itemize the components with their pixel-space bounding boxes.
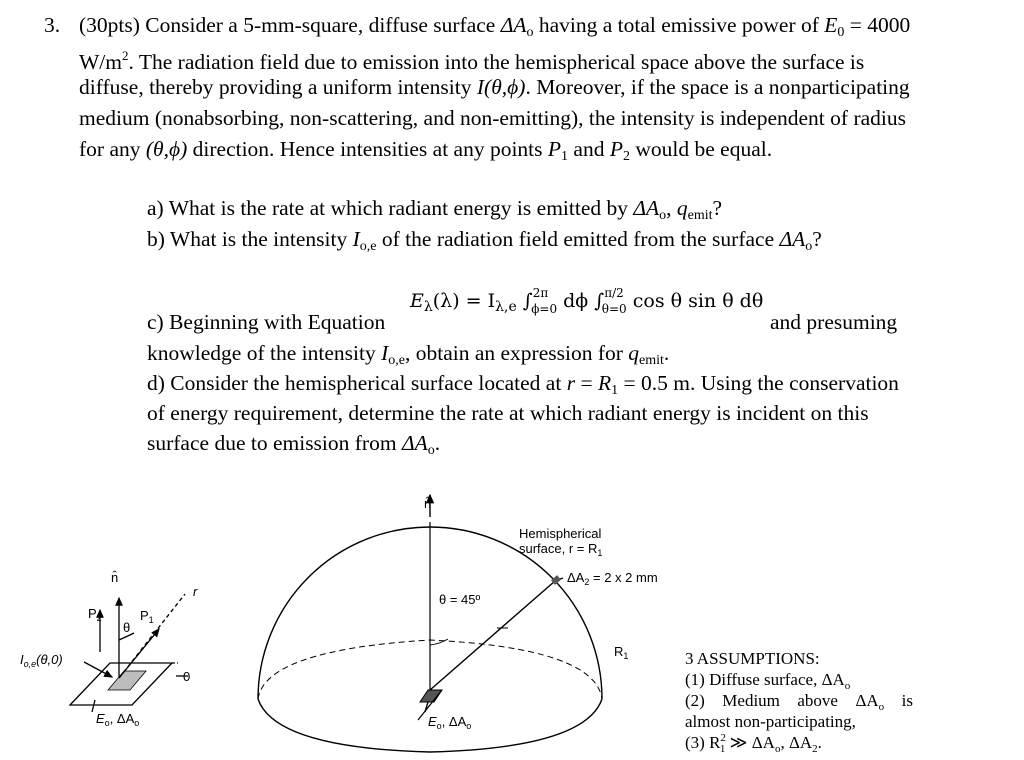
right-nhat-label: n̂ (424, 496, 432, 511)
problem-line-1: (30pts) Consider a 5-mm-square, diffuse surface $\Delta A_o$ having a total emissive power of $E_0 = 4000$ (79, 13, 911, 40)
problem-line-3: diffuse, thereby providing a uniform intensity I(θ,ϕ). Moreover, if the space is a nonparticipating (79, 75, 910, 99)
problem-line-5: for any (θ,ϕ) direction. Hence intensities at any points $P_1$ and $P_2$ would be equal. (79, 137, 773, 164)
hemi-label-2: surface, $r = R_1$ (519, 541, 603, 558)
part-d-line-3: surface due to emission from $\Delta A_o$. (147, 431, 441, 458)
p1-label: $P_1$ (140, 608, 154, 625)
surface-element (70, 663, 191, 705)
zero-label: 0 (183, 669, 191, 684)
part-c-end: and presuming (770, 310, 898, 334)
left-theta-label: θ (123, 620, 131, 635)
part-b: b) What is the intensity $I_{o,e}$ of the radiation field emitted from the surface $\Delta A_o$? (147, 227, 822, 254)
r1-label: $R_1$ (614, 644, 629, 661)
assumptions-title: 3 ASSUMPTIONS: (685, 649, 820, 668)
problem-line-2: $W/m^2$. The radiation field due to emission into the hemispherical space above the surface is (79, 48, 865, 74)
part-a: a) What is the rate at which radiant energy is emitted by $\Delta A_o$, $q_{emit}$? (147, 196, 723, 223)
problem-line-4: medium (nonabsorbing, non-scattering, and non-emitting), the intensity is independent of radius (79, 106, 906, 130)
assumption-3: (3) $R^2_1$ ≫ $\Delta A_o$, $\Delta A_2$. (685, 732, 822, 755)
assumption-2a: (2) Medium above $\Delta A_o$ is (685, 691, 913, 713)
equation: $E_\lambda(\lambda) = I_{\lambda,e}$ ∫$^{2\pi}_{\phi=0}$ dϕ ∫$^{\pi/2}_{\theta=0}$ cos θ sin θ dθ (410, 286, 764, 316)
r-label: r (193, 584, 198, 599)
assumption-2b: almost non-participating, (685, 712, 856, 731)
e-leader (92, 700, 95, 712)
left-nhat-label: n̂ (111, 570, 119, 585)
part-c-line-2: knowledge of the intensity $I_{o,e}$, obtain an expression for $q_{emit}$. (147, 341, 670, 368)
left-e-label: $E_o$, $\Delta A_o$ (96, 711, 140, 728)
da2-label: $\Delta A_2 = 2$ x 2 mm (567, 570, 658, 587)
problem-number: 3. (44, 13, 61, 37)
part-d-line-1: d) Consider the hemispherical surface located at $r = R_1 = 0.5$ m. Using the conservation (147, 371, 899, 398)
theta45-label: θ = 45º (439, 592, 481, 607)
emitting-area (108, 671, 146, 690)
hemi-label-1: Hemispherical (519, 526, 602, 541)
part-d-line-2: of energy requirement, determine the rate at which radiant energy is incident on this (147, 401, 869, 425)
right-e-label: $E_o$, $\Delta A_o$ (428, 714, 472, 731)
assumption-1: (1) Diffuse surface, $\Delta A_o$ (685, 670, 851, 692)
intensity-label: $I_{o,e}(\theta,0)$ (20, 652, 63, 669)
emitter-patch-right (420, 690, 442, 702)
p2-label: $P_2$ (88, 606, 102, 623)
part-c-start: c) Beginning with Equation (147, 310, 386, 334)
